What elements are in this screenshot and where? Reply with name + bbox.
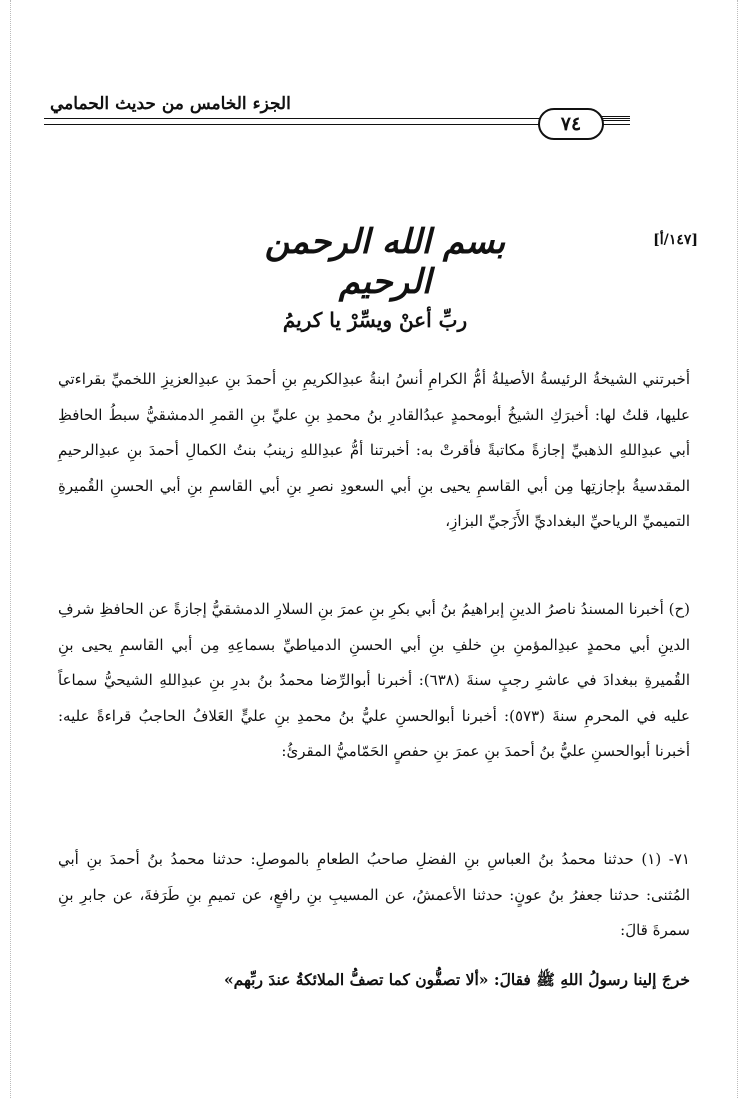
basmala: بسم الله الرحمن الرحيم xyxy=(264,222,506,302)
page-number: ٧٤ xyxy=(538,108,604,140)
running-header-title: الجزء الخامس من حديث الحمامي xyxy=(50,94,291,114)
invocation-line: ربِّ أعنْ ويسِّرْ يا كريمُ xyxy=(282,308,468,332)
paragraph-isnad-2 xyxy=(58,592,690,770)
page-edge-left xyxy=(10,0,11,1098)
paragraph-hadith-matn xyxy=(58,962,690,998)
paragraph-text: ٧١- (١) حدثنا محمدُ بنُ العباسِ بنِ الفضلِ صاحبُ الطعامِ بالموصلِ: حدثنا محمدُ بنُ أحمدَ بنِ أبي المُثنى: حدثنا جعفرُ بنُ عونٍ: حدثنا الأعمشُ، عن المسيبِ بنِ رافعٍ، عن تميمِ بنِ طَرَفةَ، عن جابرِ بنِ سمرةَ قالَ: xyxy=(58,850,690,939)
page-edge-right xyxy=(737,0,738,1098)
paragraph-text: أخبرتني الشيخةُ الرئيسةُ الأصيلةُ أمُّ الكرامِ أنسُ ابنةُ عبدِالكريمِ بنِ أحمدَ بنِ عبدِالعزيزِ اللخميِّ بقراءتي عليها، قلتُ لها: أخبرَكِ الشيخُ أبومحمدٍ عبدُالقادرِ بنُ محمدِ بنِ عليِّ بنِ القمرِ الدمشقيُّ سبطُ الحافظِ أبي عبدِاللهِ الذهبيِّ إجازةً مكاتبةً فأقرتْ به: أخبرتنا أمُّ عبدِاللهِ زينبُ بنتُ الكمالِ أحمدَ بنِ عبدِالرحيمِ المقدسيةُ بإجازتِها مِن أبي القاسمِ يحيى بنِ أبي السعودِ نصرِ بنِ أبي القاسمِ بنِ أبي الحسنِ القُميرةِ التميميِّ الرياحيِّ البغداديِّ الأَزَجيِّ البزازِ، xyxy=(58,370,690,530)
paragraph-text: خرجَ إلينا رسولُ اللهِ ﷺ فقالَ: «ألا تصفُّون كما تصفُّ الملائكةُ عندَ ربِّهم» xyxy=(223,970,690,989)
paragraph-isnad-1 xyxy=(58,362,690,540)
folio-reference: [١٤٧/أ] xyxy=(653,232,698,248)
paragraph-text: (ح) أخبرنا المسندُ ناصرُ الدينِ إبراهيمُ بنُ أبي بكرِ بنِ عمرَ بنِ السلارِ الدمشقيُّ إجازةً عن الحافظِ شرفِ الدينِ أبي محمدٍ عبدِالمؤمنِ بنِ خلفِ بنِ أبي الحسنِ الدمياطيِّ بسماعِهِ مِن أبي القاسمِ يحيى بنِ القُميرةِ ببغدادَ في عاشرِ رجبٍ سنةَ (٦٣٨): أخبرنا أبوالرِّضا محمدُ بنُ بدرِ بنِ عبدِاللهِ الشيحيُّ سماعاً عليه في المحرمِ سنةَ (٥٧٣): أخبرنا أبوالحسنِ عليُّ بنُ محمدِ بنِ عليٍّ العَلافُ الحاجبُ قراءةً عليه: أخبرنا أبوالحسنِ عليُّ بنُ أحمدَ بنِ عمرَ بنِ حفصٍ الحَمّاميُّ المقرئُ: xyxy=(58,600,691,760)
header-rule-right xyxy=(600,116,630,128)
paragraph-hadith-chain xyxy=(58,842,690,949)
